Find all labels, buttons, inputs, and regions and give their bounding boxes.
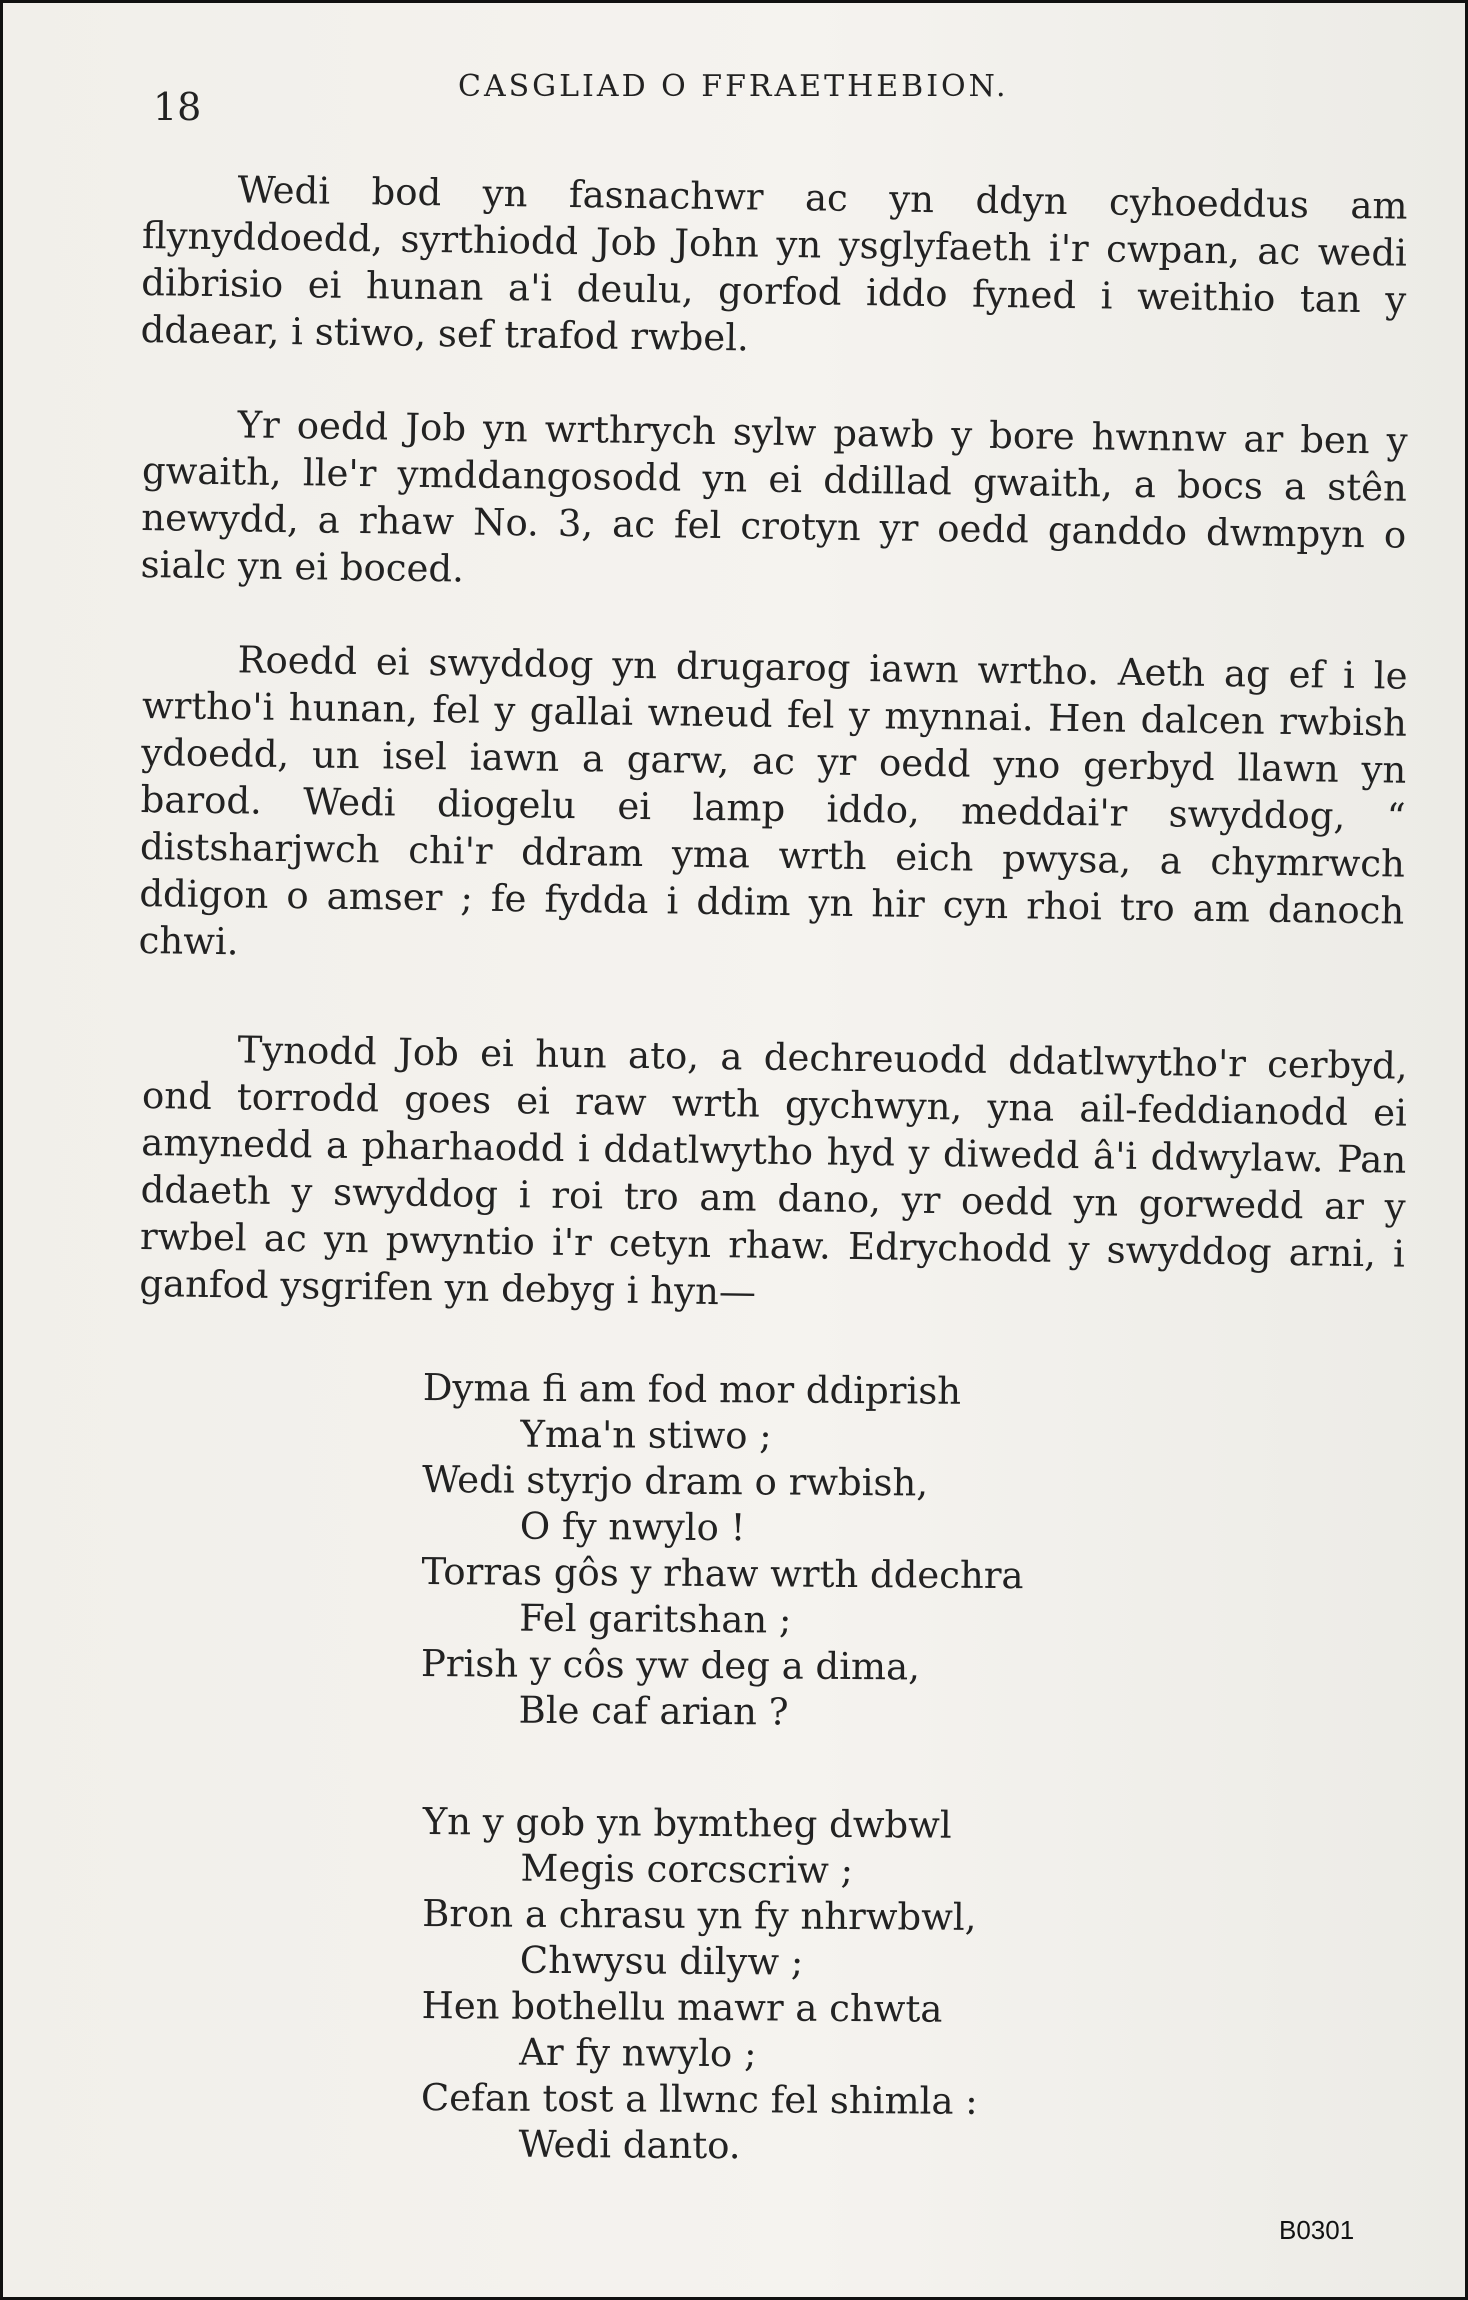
paragraph-1 bbox=[140, 165, 1408, 371]
paragraph-3 bbox=[138, 635, 1407, 982]
poem-line: Wedi styrjo dram o rwbish, bbox=[422, 1457, 929, 1505]
poem-line: Ar fy nwylo ; bbox=[519, 2030, 757, 2076]
poem-stanza-1 bbox=[420, 1365, 1323, 1739]
poem-line: Fel garitshan ; bbox=[519, 1596, 792, 1642]
paragraph-text: Yr oedd Job yn wrthrych sylw pawb y bore hwnnw ar ben y gwaith, lle'r ymddangosodd yn ei ddillad gwaith, a bocs a stên newydd, a rhaw No. 3, ac fel crotyn yr oedd ganddo dwmpyn o sialc yn ei boced. bbox=[140, 403, 1408, 591]
paragraph-text: Tynodd Job ei hun ato, a dechreuodd ddatlwytho'r cerbyd, ond torrodd goes ei raw wrth gychwyn, yna ail-feddianodd ei amynedd a pharhaodd i ddatlwytho hyd y diwedd â'i ddwylaw. Pan ddaeth y swyddog i roi tro am dano, yr oedd yn gorwedd ar y rwbel ac yn pwyntio i'r cetyn rhaw. Edrychodd y swyddog arni, i ganfod ysgrifen yn debyg i hyn— bbox=[139, 1028, 1408, 1314]
catalog-code: B0301 bbox=[1279, 2215, 1355, 2245]
paragraph-text: Roedd ei swyddog yn drugarog iawn wrtho. Aeth ag ef i le wrtho'i hunan, fel y gallai wneud fel y mynnai. Hen dalcen rwbish ydoedd, un isel iawn a garw, ac yr oedd yno gerbyd llawn yn barod. Wedi diogelu ei lamp iddo, meddai'r swyddog, “ distsharjwch chi'r ddram yma wrth eich pwysa, a chymrwch ddigon o amser ; fe fydda i ddim yn hir cyn rhoi tro am danoch chwi. bbox=[138, 638, 1408, 964]
poem-line: Yn y gob yn bymtheg dwbwl bbox=[422, 1800, 952, 1847]
paragraph-text: Wedi bod yn fasnachwr ac yn ddyn cyhoeddus am flynyddoedd, syrthiodd Job John yn ysglyfaeth i'r cwpan, ac wedi dibrisio ei hunan a'i deulu, gorfod iddo fyned i weithio tan y ddaear, i stiwo, sef trafod rwbel. bbox=[140, 168, 1408, 360]
paragraph-2 bbox=[140, 400, 1408, 606]
poem-line: Torras gôs y rhaw wrth ddechra bbox=[421, 1549, 1024, 1598]
paragraph-4 bbox=[139, 1025, 1408, 1325]
poem-line: Chwysu dilyw ; bbox=[519, 1938, 804, 1984]
running-head: CASGLIAD O FFRAETHEBION. bbox=[458, 69, 1009, 104]
poem-line: O fy nwylo ! bbox=[519, 1504, 746, 1550]
poem-line: Dyma fi am fod mor ddiprish bbox=[422, 1366, 962, 1413]
poem-line: Yma'n stiwo ; bbox=[520, 1412, 772, 1458]
poem-stanza-2 bbox=[420, 1799, 1323, 2173]
poem-line: Megis corcscriw ; bbox=[520, 1846, 854, 1893]
poem-line: Bron a chrasu yn fy nhrwbwl, bbox=[422, 1891, 977, 1939]
book-page bbox=[3, 3, 1465, 2297]
poem-line: Ble caf arian ? bbox=[518, 1688, 789, 1734]
poem-line: Wedi danto. bbox=[518, 2122, 741, 2168]
poem-line: Prish y côs yw deg a dima, bbox=[420, 1641, 921, 1689]
page-number: 18 bbox=[153, 85, 202, 129]
poem-line: Hen bothellu mawr a chwta bbox=[421, 1983, 943, 2031]
poem-line: Cefan tost a llwnc fel shimla : bbox=[420, 2075, 978, 2123]
